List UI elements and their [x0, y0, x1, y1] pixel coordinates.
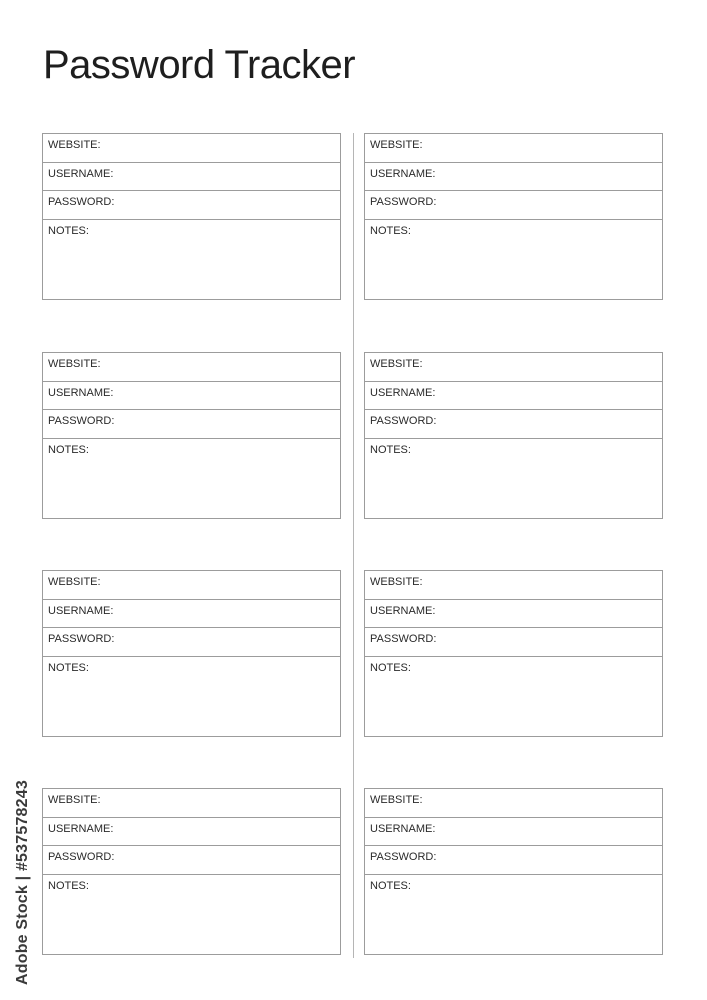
password-field[interactable]: PASSWORD:	[365, 191, 662, 220]
username-field[interactable]: USERNAME:	[365, 600, 662, 629]
password-card	[364, 352, 663, 519]
username-field[interactable]: USERNAME:	[365, 818, 662, 847]
password-field[interactable]: PASSWORD:	[365, 628, 662, 657]
password-card	[364, 570, 663, 737]
username-field[interactable]: USERNAME:	[43, 382, 340, 411]
password-card	[42, 570, 341, 737]
username-field[interactable]: USERNAME:	[43, 163, 340, 192]
password-field[interactable]: PASSWORD:	[43, 191, 340, 220]
website-field[interactable]: WEBSITE:	[365, 571, 662, 600]
website-field[interactable]: WEBSITE:	[365, 134, 662, 163]
username-field[interactable]: USERNAME:	[43, 600, 340, 629]
notes-field[interactable]: NOTES:	[48, 879, 89, 892]
password-field[interactable]: PASSWORD:	[43, 410, 340, 439]
notes-field[interactable]: NOTES:	[370, 224, 411, 237]
center-divider	[353, 133, 354, 958]
website-field[interactable]: WEBSITE:	[365, 353, 662, 382]
notes-field[interactable]: NOTES:	[370, 443, 411, 456]
notes-field[interactable]: NOTES:	[48, 443, 89, 456]
website-field[interactable]: WEBSITE:	[365, 789, 662, 818]
password-card	[42, 133, 341, 300]
notes-field[interactable]: NOTES:	[370, 879, 411, 892]
password-card	[364, 133, 663, 300]
password-field[interactable]: PASSWORD:	[43, 846, 340, 875]
website-field[interactable]: WEBSITE:	[43, 571, 340, 600]
username-field[interactable]: USERNAME:	[365, 163, 662, 192]
password-card	[42, 788, 341, 955]
password-field[interactable]: PASSWORD:	[365, 410, 662, 439]
website-field[interactable]: WEBSITE:	[43, 353, 340, 382]
password-field[interactable]: PASSWORD:	[43, 628, 340, 657]
notes-field[interactable]: NOTES:	[48, 224, 89, 237]
username-field[interactable]: USERNAME:	[365, 382, 662, 411]
notes-field[interactable]: NOTES:	[48, 661, 89, 674]
website-field[interactable]: WEBSITE:	[43, 789, 340, 818]
password-card	[42, 352, 341, 519]
password-field[interactable]: PASSWORD:	[365, 846, 662, 875]
password-card	[364, 788, 663, 955]
page-title: Password Tracker	[43, 43, 356, 87]
stock-watermark: Adobe Stock | #537578243	[14, 780, 31, 985]
website-field[interactable]: WEBSITE:	[43, 134, 340, 163]
username-field[interactable]: USERNAME:	[43, 818, 340, 847]
notes-field[interactable]: NOTES:	[370, 661, 411, 674]
